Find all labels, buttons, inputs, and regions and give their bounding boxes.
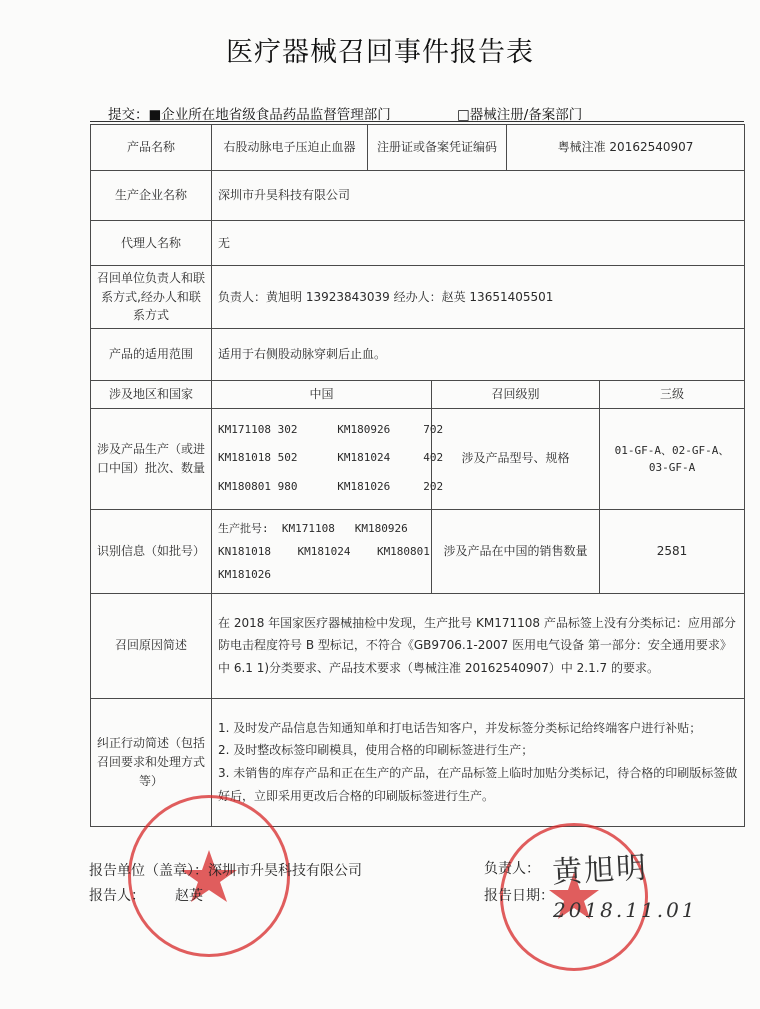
reason-value: 在 2018 年国家医疗器械抽检中发现，生产批号 KM171108 产品标签上没有分类标记：应用部分防电击程度符号 B 型标记，不符合《GB9706.1-2007 医用电气设备 第一部分：安全通用要求》中 6.1 1)分类要求、产品技术要求（粤械注准 20162540907）中 2.1.7 的要求。 [212,593,745,698]
responsible-person-label: 负责人： [484,861,540,877]
report-date [484,885,554,905]
product-name-value: 右股动脉电子压迫止血器 [212,125,368,171]
identification-label: 识别信息（如批号） [91,509,212,593]
identification-line: KM181026 [218,567,271,581]
scope-value: 适用于右侧股动脉穿刺后止血。 [212,328,745,380]
responsible-person-signature: 黄旭明 [551,850,650,891]
table-row [91,328,745,380]
sales-value: 2581 [600,509,745,593]
action-item: 1. 及时发产品信息告知通知单和打电话告知客户，并发标签分类标记给终端客户进行补贴； [218,720,702,735]
submit-recipient-provincial [108,103,391,123]
registration-number-value: 粤械注准 20162540907 [507,125,745,171]
report-date-label: 报告日期： [484,888,554,904]
agent-value: 无 [212,221,745,266]
table-row [91,509,745,593]
model-label: 涉及产品型号、规格 [432,408,600,509]
manufacturer-label: 生产企业名称 [91,171,212,221]
registration-number-label: 注册证或备案凭证编码 [368,125,507,171]
action-item: 3. 未销售的库存产品和正在生产的产品，在产品标签上临时加贴分类标记，待合格的印刷版标签做好后，立即采用更改后合格的印刷版标签进行生产。 [218,766,738,804]
report-unit-label: 报告单位（盖章）： [89,863,208,879]
contact-label: 召回单位负责人和联系方式,经办人和联系方式 [91,266,212,329]
report-date-value: 2018.11.01 [553,898,698,922]
batch-line: KM180801 980 KM181026 202 [218,480,444,494]
action-list [212,698,745,826]
batch-line: KM171108 302 KM180926 702 [218,422,444,436]
reporter [89,885,203,905]
table-row [91,408,745,509]
submit-option-provincial: ■企业所在地省级食品药品监督管理部门 [148,107,391,123]
recall-level-value: 三级 [600,380,745,408]
recall-report-table [90,124,745,827]
batch-list [212,408,444,509]
divider [90,121,744,122]
region-label: 涉及地区和国家 [91,380,212,408]
page-title: 医疗器械召回事件报告表 [226,37,534,68]
table-row [91,266,745,329]
sales-label: 涉及产品在中国的销售数量 [432,509,600,593]
action-item: 2. 及时整改标签印刷模具，使用合格的印刷标签进行生产； [218,743,534,758]
manufacturer-value: 深圳市升昊科技有限公司 [212,171,745,221]
batch-label: 涉及产品生产（或进口中国）批次、数量 [91,408,212,509]
table-row [91,125,745,171]
table-row [91,593,745,698]
agent-label: 代理人名称 [91,221,212,266]
submit-option-registration: □器械注册/备案部门 [457,107,583,123]
report-unit-value: 深圳市升昊科技有限公司 [208,863,362,879]
table-row [91,380,745,408]
recall-level-label: 召回级别 [432,380,600,408]
identification-list [212,509,432,593]
report-unit [89,860,362,880]
scope-label: 产品的适用范围 [91,328,212,380]
batch-line: KM181018 502 KM181024 402 [218,451,444,465]
identification-line: KN181018 KM181024 KM180801 [218,544,430,558]
contact-value: 负责人：黄旭明 13923843039 经办人：赵英 13651405501 [212,266,745,329]
identification-line: 生产批号: KM171108 KM180926 [218,521,408,535]
submit-label: 提交： [108,107,149,123]
reason-label: 召回原因简述 [91,593,212,698]
product-name-label: 产品名称 [91,125,212,171]
table-row [91,171,745,221]
action-label: 纠正行动简述（包括召回要求和处理方式等） [91,698,212,826]
reporter-value: 赵英 [175,888,203,904]
table-row [91,221,745,266]
responsible-person [484,858,540,878]
region-value: 中国 [212,380,432,408]
model-value: 01-GF-A、02-GF-A、03-GF-A [600,408,745,509]
reporter-label: 报告人： [89,888,145,904]
